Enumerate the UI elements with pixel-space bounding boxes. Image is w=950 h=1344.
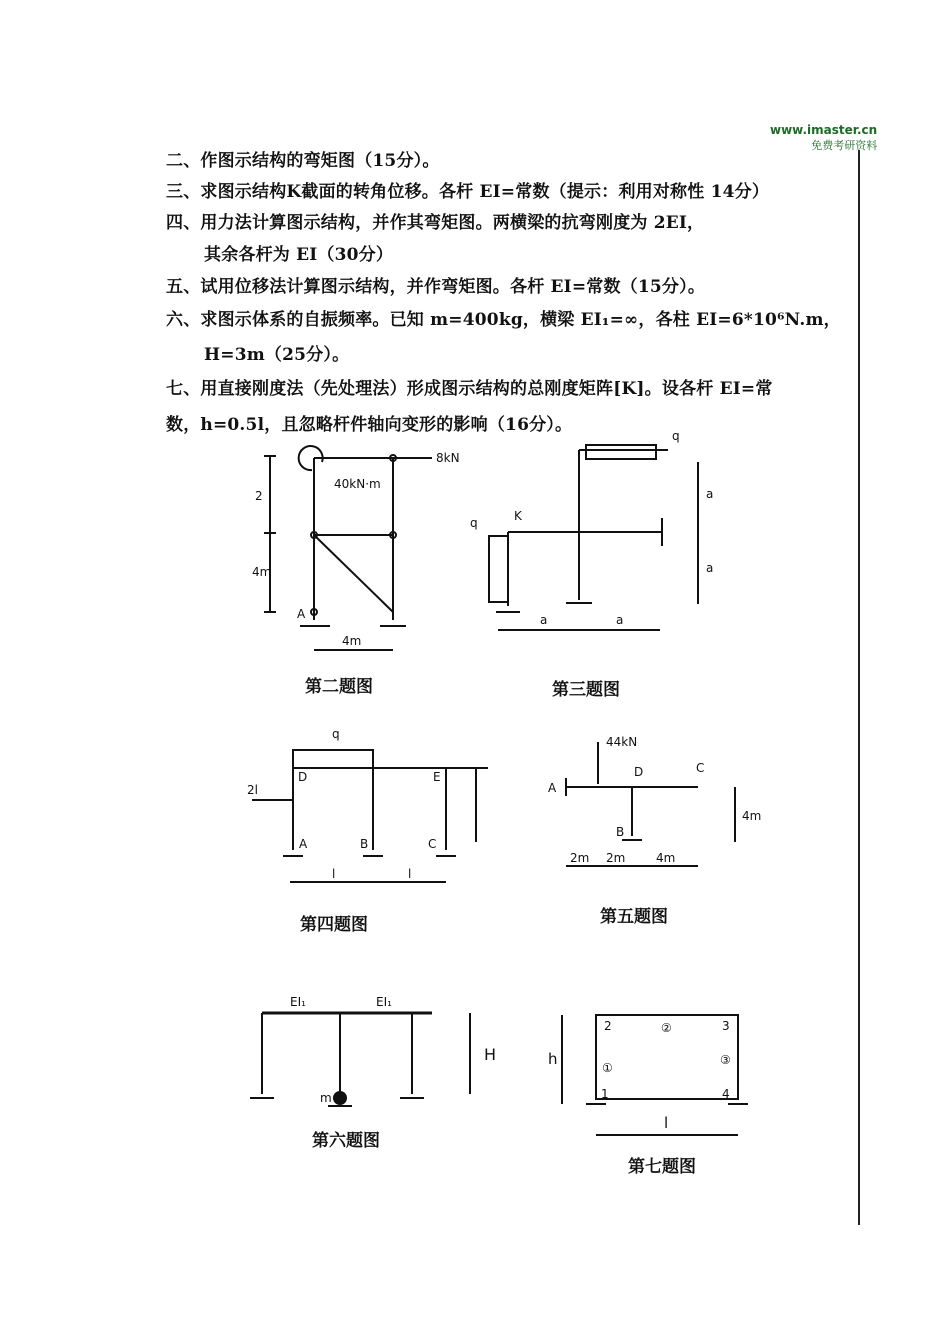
fig7-node-3: 3 xyxy=(722,1019,730,1033)
fig2-moment-label: 40kN·m xyxy=(334,477,381,491)
fig4-e-label: E xyxy=(433,770,441,784)
fig7-l-label: l xyxy=(664,1114,669,1132)
fig6-ei-right-label: EI₁ xyxy=(376,995,392,1009)
figure-2 xyxy=(252,446,460,697)
fig6-mass xyxy=(334,1092,346,1104)
fig2-dim-top-label: 2 xyxy=(255,489,263,503)
fig4-c-label: C xyxy=(428,837,437,851)
fig4-b-label: B xyxy=(360,837,369,851)
fig5-a-label: A xyxy=(548,781,557,795)
fig2-diagonal xyxy=(314,535,393,612)
fig7-node-1: 1 xyxy=(601,1087,609,1101)
fig5-dim-h-label: 4m xyxy=(742,809,762,823)
fig5-dim3-label: 4m xyxy=(656,851,676,865)
fig2-support-label: A xyxy=(297,607,306,621)
watermark-subtitle: 免费考研资料 xyxy=(811,139,878,152)
fig4-distributed-load xyxy=(293,750,373,768)
fig7-h-label: h xyxy=(548,1050,558,1068)
fig3-a-left-label: a xyxy=(540,613,548,627)
figure-4 xyxy=(247,727,488,935)
fig5-c-label: C xyxy=(696,761,705,775)
fig5-d-label: D xyxy=(634,765,644,779)
figure-5 xyxy=(548,735,761,927)
fig6-caption: 第六题图 xyxy=(312,1131,380,1151)
fig5-force-label: 44kN xyxy=(606,735,638,749)
fig4-caption: 第四题图 xyxy=(300,915,368,935)
fig6-ei-left-label: EI₁ xyxy=(290,995,306,1009)
fig4-l2-label: l xyxy=(408,867,412,881)
figure-7 xyxy=(548,1015,748,1177)
fig3-k-label: K xyxy=(514,509,522,523)
fig7-caption: 第七题图 xyxy=(628,1157,696,1177)
question-7-line1: 七、用直接刚度法（先处理法）形成图示结构的总刚度矩阵[K]。设各杆 EI=常 xyxy=(166,379,773,399)
fig7-element-2: ② xyxy=(661,1021,672,1035)
question-6-line1: 六、求图示体系的自振频率。已知 m=400kg，横梁 EI₁=∞，各柱 EI=6*10⁶N.m， xyxy=(166,310,841,330)
fig3-q-left-label: q xyxy=(470,516,478,530)
question-7-line2: 数，h=0.5l，且忽略杆件轴向变形的影响（16分）。 xyxy=(166,415,573,435)
question-6-line2: H=3m（25分）。 xyxy=(204,345,350,365)
fig6-h-label: H xyxy=(484,1045,497,1064)
fig6-m-label: m xyxy=(320,1091,332,1105)
question-4-line1: 四、用力法计算图示结构，并作其弯矩图。两横梁的抗弯刚度为 2EI， xyxy=(166,213,705,233)
fig3-caption: 第三题图 xyxy=(552,680,620,700)
fig7-element-3: ③ xyxy=(720,1053,731,1067)
fig7-node-4: 4 xyxy=(722,1087,730,1101)
fig2-dim-base-label: 4m xyxy=(342,634,362,648)
fig3-top-load xyxy=(586,445,656,459)
fig4-q-label: q xyxy=(332,727,340,741)
fig5-caption: 第五题图 xyxy=(600,907,668,927)
question-3: 三、求图示结构K截面的转角位移。各杆 EI=常数（提示：利用对称性 14分） xyxy=(166,182,770,202)
fig4-l1-label: l xyxy=(332,867,336,881)
question-5: 五、试用位移法计算图示结构，并作弯矩图。各杆 EI=常数（15分）。 xyxy=(166,277,706,297)
figure-3 xyxy=(470,429,713,700)
fig3-a-right-label: a xyxy=(616,613,624,627)
fig2-force-label: 8kN xyxy=(436,451,460,465)
question-4-line2: 其余各杆为 EI（30分） xyxy=(204,245,394,265)
fig3-q-top-label: q xyxy=(672,429,680,443)
fig5-dim2-label: 2m xyxy=(606,851,626,865)
fig7-node-2: 2 xyxy=(604,1019,612,1033)
watermark-url: www.imaster.cn xyxy=(770,123,878,137)
fig3-a-lower-label: a xyxy=(706,561,714,575)
figure-6 xyxy=(250,995,496,1151)
fig3-a-upper-label: a xyxy=(706,487,714,501)
fig4-d-label: D xyxy=(298,770,308,784)
fig7-element-1: ① xyxy=(602,1061,613,1075)
fig4-force-label: 2l xyxy=(247,783,258,797)
fig4-a-label: A xyxy=(299,837,308,851)
fig3-side-load xyxy=(489,536,508,602)
fig5-b-label: B xyxy=(616,825,625,839)
fig2-dim-mid-label: 4m xyxy=(252,565,272,579)
fig2-caption: 第二题图 xyxy=(305,677,373,697)
fig5-dim1-label: 2m xyxy=(570,851,590,865)
question-2: 二、作图示结构的弯矩图（15分）。 xyxy=(166,151,440,171)
